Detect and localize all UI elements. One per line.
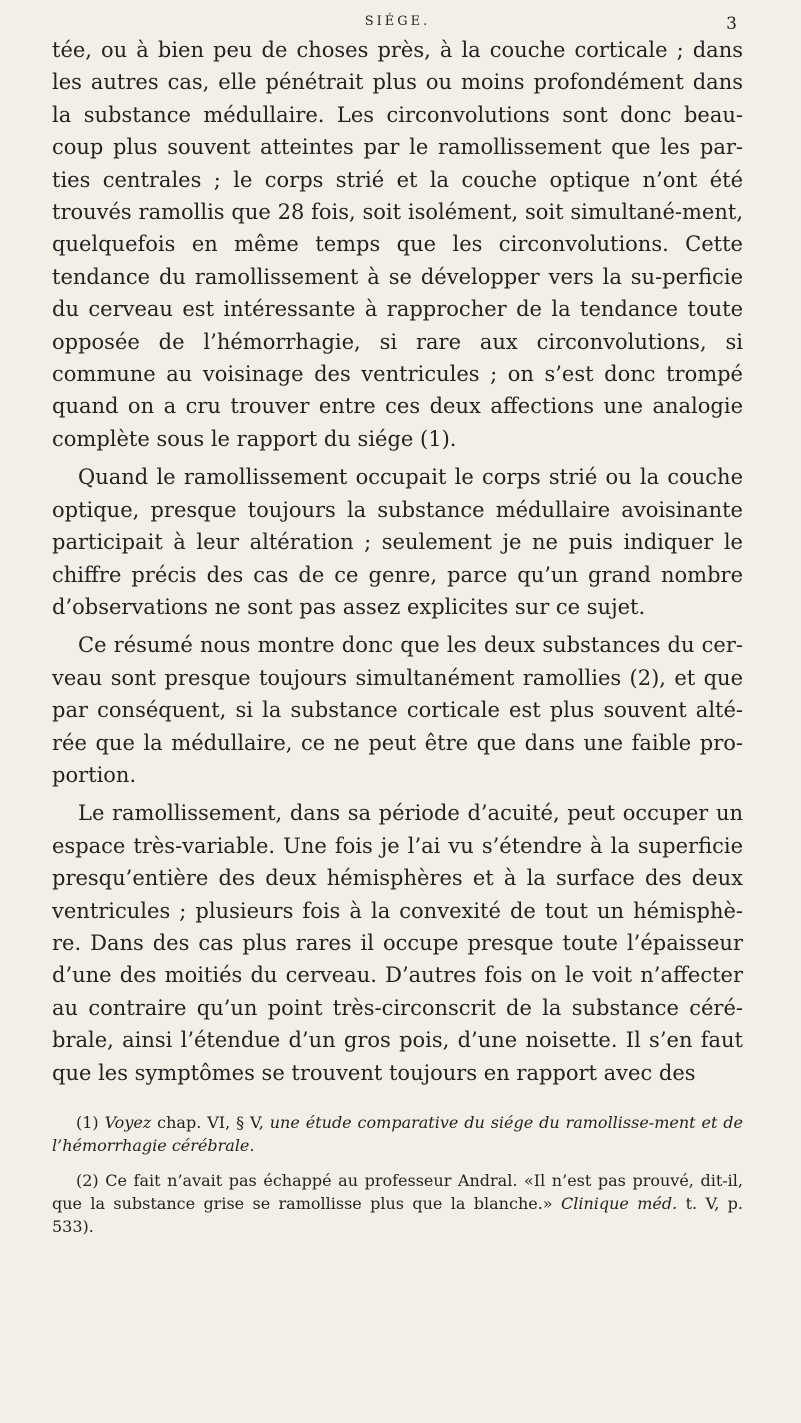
- footnote-2-text: (2) Ce fait n’avait pas échappé au professeur Andral. «Il n’est pas prouvé, dit-il, que la substance grise se ramollisse plus que la blanche.»: [52, 1171, 743, 1213]
- running-head: [52, 4, 743, 34]
- paragraph-3: Ce résumé nous montre donc que les deux substances du cer-veau sont presque toujours simultanément ramollies (2), et que par conséquent, si la substance corticale est plus souvent alté-rée que la médullaire, ce ne peut être que dans une faible pro-portion.: [52, 633, 743, 787]
- footnote-1-marker: (1): [76, 1113, 99, 1132]
- footnote-2-italic-source: Clinique méd.: [560, 1194, 678, 1213]
- book-page: [0, 4, 801, 1423]
- footnote-1: [52, 1111, 743, 1157]
- paragraph-2: Quand le ramollissement occupait le corps strié ou la couche optique, presque toujours la substance médullaire avoisinante participait à leur altération ; seulement je ne puis indiquer le chiffre précis des cas de ce genre, parce qu’un grand nombre d’observations ne sont pas assez explicites sur ce sujet.: [52, 465, 743, 619]
- page-number: 3: [726, 14, 737, 34]
- footnote-1-text: chap. VI, § V,: [151, 1113, 264, 1132]
- footnote-2-text-end: t. V, p. 533).: [52, 1194, 744, 1236]
- running-title: SIÉGE.: [364, 14, 431, 29]
- paragraph-4: Le ramollissement, dans sa période d’acuité, peut occuper un espace très-variable. Une fois je l’ai vu s’étendre à la superficie presqu’entière des deux hémisphères et à la surface des deux ventricules ; plusieurs fois à la convexité de tout un hémisphè-re. Dans des cas plus rares il occupe presque toute l’épaisseur d’une des moitiés du cerveau. D’autres fois on le voit n’affecter au contraire qu’un point très-circonscrit de la substance céré-brale, ainsi l’étendue d’un gros pois, d’une noisette. Il s’en faut que les symptômes se trouvent toujours en rapport avec des: [52, 801, 743, 1085]
- paragraph-1: tée, ou à bien peu de choses près, à la couche corticale ; dans les autres cas, elle pénétrait plus ou moins profondément dans la substance médullaire. Les circonvolutions sont donc beau-coup plus souvent atteintes par le ramollissement que les par-ties centrales ; le corps strié et la couche optique n’ont été trouvés ramollis que 28 fois, soit isolément, soit simultané-ment, quelquefois en même temps que les circonvolutions. Cette tendance du ramollissement à se développer vers la su-perficie du cerveau est intéressante à rapprocher de la tendance toute opposée de l’hémorrhagie, si rare aux circonvolutions, si commune au voisinage des ventricules ; on s’est donc trompé quand on a cru trouver entre ces deux affections une analogie complète sous le rapport du siége (1).: [52, 38, 743, 451]
- body-text: [52, 34, 743, 1089]
- footnote-1-italic-voyez: Voyez: [104, 1113, 152, 1132]
- footnote-1-italic-title: une étude comparative du siége du ramollisse-ment et de l’hémorrhagie cérébrale.: [52, 1113, 744, 1155]
- footnotes: [52, 1111, 743, 1238]
- footnote-2: [52, 1169, 743, 1238]
